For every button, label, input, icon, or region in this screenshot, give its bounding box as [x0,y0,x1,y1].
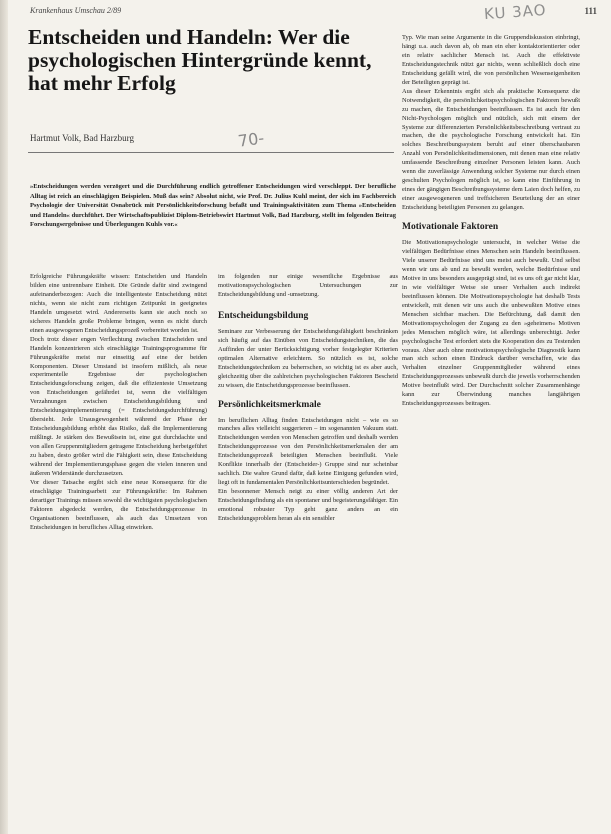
paragraph: Typ. Wie man seine Argumente in die Gruppendiskussion einbringt, hängt u.a. auch davon ab, ob man ein eher kontaktorientierter oder ein relativ sachlicher Mensch ist. Auch die effektivste Entscheidungstechnik nützt gar nichts, wenn schließlich doch eine Entscheidung gefällt wird, die von persönlichen Wesenseigenheiten der Beteiligten geprägt ist. [402,34,580,86]
handwritten-note: 70- [236,128,266,151]
paragraph: Die Motivationspsychologie untersucht, in welcher Weise die vielfältigen Bedürfnisse eines Menschen sein Handeln beeinflussen. Viele unserer Bedürfnisse sind uns meist auch bewußt. Und selbst wenn wir uns ab und zu bewußt werden, welche Bedürfnisse und Motive in uns besonders ausgeprägt sind, ist es uns oft gar nicht klar, in wie vielfältiger Weise sie unser Verhalten auch indirekt beeinflussen können. Die Motivationspsychologie hat deshalb Tests entwickelt, mit denen wir uns auch die unbewußten Motive eines Menschen sichtbar machen. Die Befürchtung, daß damit den Motivationspsychologen der Zugang zu den »geheimen« Motiven jedes Menschen möglich wäre, ist allerdings unberechtigt. Jeder psychologische Test erfordert stets die Kooperation des zu Testenden voraus. Aber auch ohne motivationspsychologische Diagnostik kann man sich schon einen Eindruck darüber verschaffen, wie das Verhalten einzelner Gruppenmitglieder während eines Entscheidungsprozesses unbewußt durch die jeweils vorherrschenden Motive beeinflußt wird. Der Durchschnitt solcher Zusammenhänge kann zur Überwindung manches langjährigen Entscheidungsprozesses beitragen. [402,239,580,408]
column-3 [402,34,580,409]
archive-stamp: KU 3AO [483,0,548,24]
paragraph: Ein besonnener Mensch neigt zu einer völlig anderen Art der Entscheidungsfindung als ein spontaner und begeisterungsfähiger. Ein emotional robuster Typ geht ganz anders an ein Entscheidungsproblem heran als ein sensibler [218,488,398,523]
scan-edge [0,0,8,834]
paragraph: Doch trotz dieser engen Verflechtung zwischen Entscheiden und Handeln konzentrieren sich einschlägige Trainingsprogramme für Führungskräfte meist nur einseitig auf eine der beiden Komponenten. Dieser Umstand ist insofern mißlich, als neue experimentelle Ergebnisse der psychologischen Entscheidungsforschung zeigen, daß die effizienteste Umsetzung von Entscheidungen gefährdet ist, wenn die vielfältigen Verzahnungen zwischen Entscheidungsbildung und Entscheidungsimplementierung (= Entscheidungsdurchführung) übersieht. Jede Unausgewogenheit während der Phase der Entscheidungsbildung erhöht das Risiko, daß die Implementierung mißlingt. Je stärken des Bewußtsein ist, eine gut durchdachte und von allen Gruppenmitgliedern getragene Entscheidung herbeigeführt zu haben, desto größer wird die Fähigkeit sein, diese Entscheidung während der Implementierungsphase gegen die vielen inneren und äußeren Widerstände durchzusetzen. [30,335,207,477]
article-title: Entscheiden und Handeln: Wer die psychologischen Hintergründe kennt, hat mehr Erfolg [28,25,372,95]
section-heading: Persönlichkeitsmerkmale [218,399,321,410]
section-heading: Motivationale Faktoren [402,222,499,233]
journal-issue: Krankenhaus Umschau 2/89 [30,6,122,15]
article-intro: »Entscheidungen werden verzögert und die Durchführung endlich getroffener Entscheidungen wird verschleppt. Der berufliche Alltag ist reich an einschlägigen Beispielen. Muß das sein? Absolut nicht, wie Prof. Dr. Julius Kuhl meint, der sich im Fachbereich Psychologie der Universität Osnabrück mit Persönlichkeitsforschung befaßt und Trainingsaktivitäten zum Thema »Entscheiden und Handeln« durchführt. Der Wirtschaftspublizist Diplom-Betriebswirt Hartmut Volk, Bad Harzburg, stellt im folgenden Beitrag Forschungsergebnisse und Überlegungen Kuhls vor.« [30,183,396,228]
page-number: 111 [584,6,597,16]
paragraph: im folgenden nur einige wesentliche Ergebnisse aus motivationspsychologischen Untersuchungen zur Entscheidungsbildung und -umsetzung. [218,273,398,298]
title-divider [28,152,394,153]
column-2 [218,273,398,524]
article-author: Hartmut Volk, Bad Harzburg [30,133,134,143]
section-heading: Entscheidungsbildung [218,310,309,321]
paragraph: Im beruflichen Alltag finden Entscheidungen nicht – wie es so manches alles vielleicht suggerieren – im sogenannten Vakuum statt. Entscheidungen werden von Menschen getroffen und deshalb werden Entscheidungsprozesse von den Persönlichkeitsmerkmalen der am Entscheidungsprozeß beteiligten Menschen beeinflußt. Viele Konflikte innerhalb der (Entscheider-) Gruppe sind nur scheinbar sachlich. Die wahre Grund dafür, daß keine Einigung gefunden wird, liegt oft in fundamentalen Persönlichkeitsunterschieden begründet. [218,416,398,487]
paragraph: Vor dieser Tatsache ergibt sich eine neue Konsequenz für die einschlägige Trainingsarbeit zur Führungskräfte: Im Rahmen derartiger Trainings müssen sowohl die wichtigsten psychologischen Faktoren abgedeckt werden, die Entscheidungsprozesse in Organisationen beeinflussen, als auch das Umsetzen von Entscheidungen in berufliches Alltag einwirken. [30,478,207,531]
paragraph: Aus dieser Erkenntnis ergibt sich als praktische Konsequenz die Notwendigkeit, die persönlichkeitspsychologischen Faktoren bewußt zu machen, die Entscheidungen beeinflussen. Es ist auch für den Nicht-Psychologen möglich und nützlich, sich mit einem der Systeme zur differenzierten Persönlichkeitsbeschreibung vertraut zu machen, die die psychologische Forschung entwickelt hat. Ein solches Beschreibungssystem beruht auf einer überschaubaren Anzahl von Persönlichkeitsdimensionen, mit denen man eine relativ umfassende Beschreibung einzelner Personen leisten kann. Auch wenn die zuverlässige Anwendung solcher Systeme nur durch einen geschulten Psychologen möglich ist, so kann eine Einführung in eines der gängigen Beschreibungssysteme dem Laien doch helfen, zu einer ausgewogeneren und treffsicheren Beurteilung der an einer Entscheidung beteiligten Personen zu gelangen. [402,87,580,212]
paragraph: Seminare zur Verbesserung der Entscheidungsfähigkeit beschränken sich häufig auf das Einüben von Entscheidungstechniken, die das Auffinden der unter Berücksichtigung vorher festgelegter Kriterien optimalen Alternative erleichtern. So nützlich es ist, solche Entscheidungstechniken zu beherrschen, so wichtig ist es aber auch, gleichzeitig über die zahlreichen psychologischen Faktoren Bescheid zu wissen, die Entscheidungsprozesse beeinflussen. [218,327,398,389]
paragraph: Erfolgreiche Führungskräfte wissen: Entscheiden und Handeln bilden eine untrennbare Einheit. Die Gründe dafür sind zwingend aufeinanderbezogen: Auch die intelligenteste Entscheidung nützt nichts, wenn sie nicht zum richtigen Zeitpunkt in geeignetes Handeln umgesetzt wird. Andererseits kann sie auch noch so sicheres Handeln große Probleme bringen, wenn es nicht durch einen ausgewogenen Entscheidungsprozeß vorbereitet worden ist. [30,273,207,334]
column-1 [30,273,207,533]
